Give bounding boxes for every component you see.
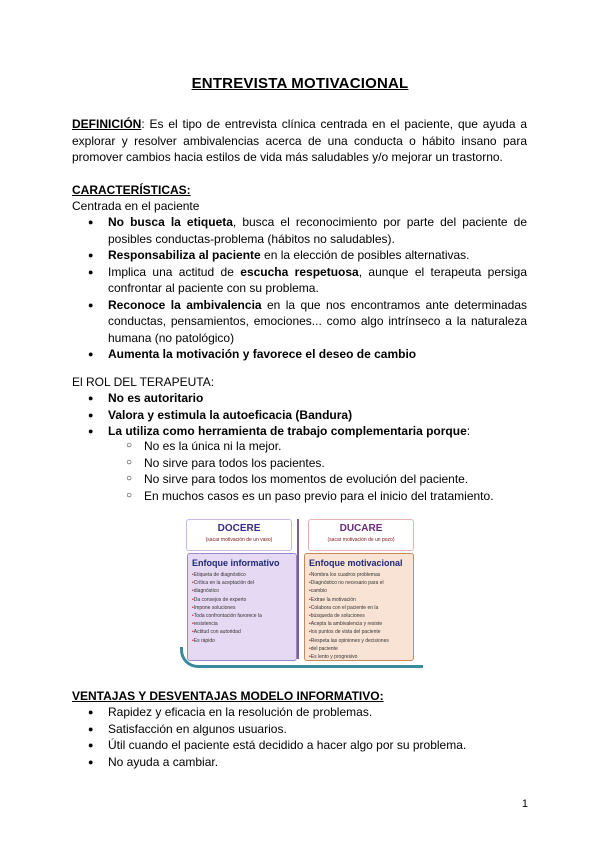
- list-item-bold: No es autoritario: [108, 391, 204, 405]
- ducare-header: [308, 519, 414, 551]
- list-item: • resistencia: [192, 620, 294, 628]
- list-item-text: Implica una actitud de: [108, 264, 241, 279]
- ducare-subtitle: (sacar motivación de un pozo): [327, 537, 395, 543]
- comparison-figure: [180, 515, 420, 667]
- docere-subtitle: (sacar motivación de un vaso): [205, 537, 273, 543]
- list-item: • Colabora con el paciente en la: [309, 604, 411, 612]
- list-item: • Actitud con autoridad: [192, 628, 294, 636]
- list-item-bold: Valora y estimula la autoeficacia (Bandura): [108, 407, 353, 422]
- list-item-bold: No busca la etiqueta: [108, 215, 233, 229]
- page-title: ENTREVISTA MOTIVACIONAL: [191, 75, 409, 92]
- list-item: • del paciente: [309, 645, 411, 653]
- list-item-bold: Aumenta la motivación y favorece el deseo de cambio: [108, 347, 417, 361]
- role-list: [72, 390, 527, 440]
- page-number: 1: [521, 798, 528, 810]
- informativo-box: [187, 553, 297, 661]
- list-item: • Acepta la ambivalencia y resiste: [309, 620, 411, 628]
- list-item: • cambio: [309, 587, 411, 595]
- motivacional-box: [304, 553, 414, 661]
- list-item: • Es lento y progresivo: [309, 653, 411, 661]
- definition-text: : Es el tipo de entrevista clínica centrada en el paciente, que ayuda a explorar y resolver ambivalencias acerca de una conducta o hábito insano para promover cambios hacia estilos de vida más saludables y/o mejorar un trastorno.: [72, 117, 527, 164]
- list-item: • Nombra los cuadros problemas: [309, 571, 411, 579]
- list-item: ● Útil cuando el paciente está decidido a hacer algo por su problema.: [72, 737, 527, 754]
- list-item-text: :: [466, 424, 471, 438]
- list-item: ● Satisfacción en algunos usuarios.: [72, 721, 527, 738]
- list-item: ● No ayuda a cambiar.: [72, 754, 527, 771]
- role-sub-list: [108, 438, 528, 504]
- list-item: • Es rápido: [192, 637, 294, 645]
- list-item: [72, 297, 527, 347]
- list-item: [72, 247, 527, 264]
- sub-list-item: ○ En muchos casos es un paso previo para el inicio del tratamiento.: [108, 488, 528, 505]
- list-item-bold: Reconoce la ambivalencia: [108, 297, 262, 312]
- list-item: • diagnóstico: [192, 587, 294, 595]
- list-item: • los puntos de vista del paciente: [309, 628, 411, 636]
- ducare-title: DUCARE: [339, 523, 383, 534]
- list-item-bold: Responsabiliza al paciente: [108, 248, 261, 262]
- characteristics-intro: Centrada en el paciente: [72, 199, 200, 213]
- motivacional-list: [309, 571, 411, 661]
- role-title: El ROL DEL TERAPEUTA:: [72, 375, 215, 389]
- definition-label: DEFINICIÓN: [72, 117, 142, 131]
- list-item: [72, 214, 527, 247]
- informativo-title: Enfoque informativo: [192, 558, 280, 568]
- docere-title: DOCERE: [217, 523, 261, 534]
- informativo-list: [192, 571, 294, 645]
- list-item: [72, 407, 527, 424]
- list-item-bold: La utiliza como herramienta de trabajo complementaria porque: [108, 424, 467, 438]
- characteristics-list: [72, 214, 527, 363]
- list-item: ● Rapidez y eficacia en la resolución de problemas.: [72, 704, 527, 721]
- list-item: • Etiqueta de diagnóstico: [192, 571, 294, 579]
- list-item: [72, 390, 527, 407]
- list-item: • búsqueda de soluciones: [309, 612, 411, 620]
- list-item: • Toda confrontación favorece la: [192, 612, 294, 620]
- list-item: • Impone soluciones: [192, 604, 294, 612]
- motivacional-title: Enfoque motivacional: [309, 558, 403, 568]
- sub-list-item: ○ No sirve para todos los pacientes.: [108, 455, 528, 472]
- advantages-title: VENTAJAS Y DESVENTAJAS MODELO INFORMATIVO:: [72, 689, 384, 703]
- list-item: • Crítica en la aceptación del: [192, 579, 294, 587]
- list-item-bold: escucha respetuosa: [240, 264, 359, 279]
- definition-paragraph: [72, 116, 527, 166]
- sub-list-item: ○ No sirve para todos los momentos de evolución del paciente.: [108, 471, 528, 488]
- sub-list-item: ○ No es la única ni la mejor.: [108, 438, 528, 455]
- list-item-text: , busca el reconocimiento por parte del paciente de posibles conductas-problema (hábitos no saludables).: [108, 215, 527, 246]
- list-item: • Diagnóstico no necesario para el: [309, 579, 411, 587]
- list-item: [72, 264, 527, 297]
- characteristics-title: CARACTERÍSTICAS:: [72, 183, 191, 197]
- list-item: • Da consejos de experto: [192, 596, 294, 604]
- list-item: [72, 346, 527, 363]
- docere-header: [186, 519, 292, 551]
- figure-divider: [297, 519, 299, 659]
- advantages-list: [72, 704, 527, 770]
- list-item-text: , aunque el terapeuta persiga confrontar al paciente con su problema.: [108, 264, 528, 295]
- list-item: • Respeta las opiniones y decisiones: [309, 637, 411, 645]
- list-item: • Extrae la motivación: [309, 596, 411, 604]
- list-item-text: en la que nos encontramos ante determinadas conductas, pensamientos, emociones... como algo intrínseco a la naturaleza humana (no patológico): [108, 297, 528, 345]
- list-item-text: en la elección de posibles alternativas.: [260, 248, 470, 262]
